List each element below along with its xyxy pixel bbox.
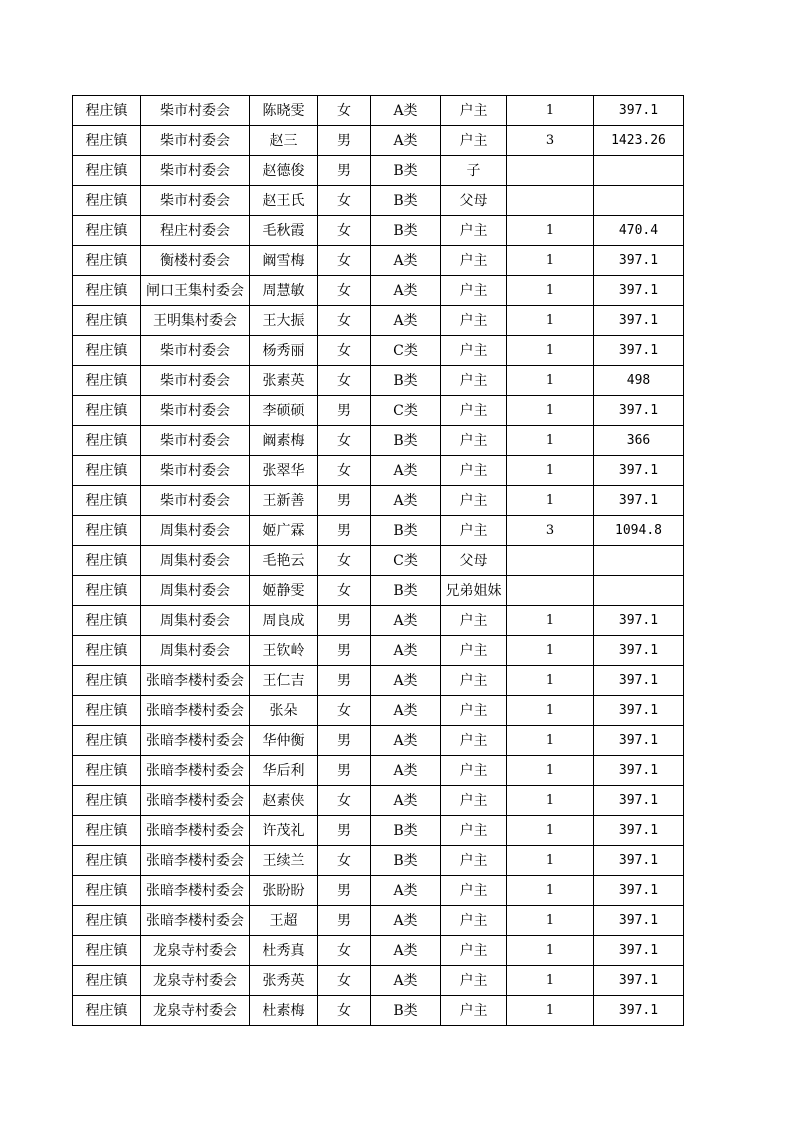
category-cell: A类 bbox=[371, 726, 441, 756]
relation-cell: 户主 bbox=[441, 786, 507, 816]
table-row bbox=[73, 486, 684, 516]
village-cell: 柴市村委会 bbox=[141, 456, 250, 486]
town-cell: 程庄镇 bbox=[73, 576, 141, 606]
village-cell: 柴市村委会 bbox=[141, 336, 250, 366]
town-cell: 程庄镇 bbox=[73, 696, 141, 726]
category-cell: A类 bbox=[371, 96, 441, 126]
table-row bbox=[73, 246, 684, 276]
amount-cell bbox=[594, 186, 684, 216]
amount-cell: 397.1 bbox=[594, 906, 684, 936]
village-cell: 柴市村委会 bbox=[141, 126, 250, 156]
town-cell: 程庄镇 bbox=[73, 96, 141, 126]
gender-cell: 男 bbox=[318, 816, 371, 846]
relation-cell: 父母 bbox=[441, 186, 507, 216]
table-row bbox=[73, 306, 684, 336]
town-cell: 程庄镇 bbox=[73, 546, 141, 576]
gender-cell: 男 bbox=[318, 486, 371, 516]
gender-cell: 女 bbox=[318, 996, 371, 1026]
gender-cell: 男 bbox=[318, 156, 371, 186]
category-cell: A类 bbox=[371, 756, 441, 786]
gender-cell: 女 bbox=[318, 456, 371, 486]
name-cell: 陈晓雯 bbox=[250, 96, 318, 126]
amount-cell bbox=[594, 576, 684, 606]
gender-cell: 男 bbox=[318, 876, 371, 906]
town-cell: 程庄镇 bbox=[73, 126, 141, 156]
name-cell: 李硕硕 bbox=[250, 396, 318, 426]
count-cell: 1 bbox=[507, 846, 594, 876]
category-cell: C类 bbox=[371, 336, 441, 366]
name-cell: 王超 bbox=[250, 906, 318, 936]
town-cell: 程庄镇 bbox=[73, 786, 141, 816]
gender-cell: 女 bbox=[318, 246, 371, 276]
gender-cell: 女 bbox=[318, 546, 371, 576]
category-cell: A类 bbox=[371, 636, 441, 666]
name-cell: 周良成 bbox=[250, 606, 318, 636]
town-cell: 程庄镇 bbox=[73, 936, 141, 966]
table-row bbox=[73, 96, 684, 126]
relation-cell: 兄弟姐妹 bbox=[441, 576, 507, 606]
category-cell: C类 bbox=[371, 396, 441, 426]
town-cell: 程庄镇 bbox=[73, 186, 141, 216]
gender-cell: 男 bbox=[318, 666, 371, 696]
name-cell: 姬静雯 bbox=[250, 576, 318, 606]
amount-cell: 397.1 bbox=[594, 786, 684, 816]
count-cell: 3 bbox=[507, 126, 594, 156]
relation-cell: 户主 bbox=[441, 876, 507, 906]
amount-cell: 397.1 bbox=[594, 456, 684, 486]
amount-cell: 397.1 bbox=[594, 306, 684, 336]
amount-cell: 397.1 bbox=[594, 756, 684, 786]
relation-cell: 户主 bbox=[441, 396, 507, 426]
amount-cell: 397.1 bbox=[594, 996, 684, 1026]
count-cell: 1 bbox=[507, 96, 594, 126]
relation-cell: 户主 bbox=[441, 636, 507, 666]
count-cell: 1 bbox=[507, 726, 594, 756]
table-row bbox=[73, 456, 684, 486]
gender-cell: 男 bbox=[318, 636, 371, 666]
count-cell: 1 bbox=[507, 636, 594, 666]
town-cell: 程庄镇 bbox=[73, 366, 141, 396]
table-row bbox=[73, 756, 684, 786]
name-cell: 赵素侠 bbox=[250, 786, 318, 816]
village-cell: 柴市村委会 bbox=[141, 156, 250, 186]
relation-cell: 户主 bbox=[441, 456, 507, 486]
amount-cell: 1094.8 bbox=[594, 516, 684, 546]
table-row bbox=[73, 906, 684, 936]
relation-cell: 户主 bbox=[441, 726, 507, 756]
amount-cell: 397.1 bbox=[594, 666, 684, 696]
count-cell: 1 bbox=[507, 336, 594, 366]
town-cell: 程庄镇 bbox=[73, 816, 141, 846]
village-cell: 龙泉寺村委会 bbox=[141, 996, 250, 1026]
relation-cell: 户主 bbox=[441, 516, 507, 546]
village-cell: 柴市村委会 bbox=[141, 186, 250, 216]
category-cell: A类 bbox=[371, 696, 441, 726]
category-cell: A类 bbox=[371, 606, 441, 636]
relation-cell: 户主 bbox=[441, 936, 507, 966]
relation-cell: 户主 bbox=[441, 666, 507, 696]
count-cell bbox=[507, 576, 594, 606]
name-cell: 杜素梅 bbox=[250, 996, 318, 1026]
village-cell: 龙泉寺村委会 bbox=[141, 936, 250, 966]
count-cell bbox=[507, 186, 594, 216]
category-cell: A类 bbox=[371, 126, 441, 156]
category-cell: A类 bbox=[371, 906, 441, 936]
category-cell: A类 bbox=[371, 276, 441, 306]
category-cell: B类 bbox=[371, 186, 441, 216]
category-cell: B类 bbox=[371, 426, 441, 456]
table-row bbox=[73, 186, 684, 216]
amount-cell: 498 bbox=[594, 366, 684, 396]
table-row bbox=[73, 276, 684, 306]
amount-cell bbox=[594, 546, 684, 576]
count-cell: 1 bbox=[507, 606, 594, 636]
gender-cell: 男 bbox=[318, 906, 371, 936]
village-cell: 周集村委会 bbox=[141, 636, 250, 666]
gender-cell: 男 bbox=[318, 756, 371, 786]
count-cell: 1 bbox=[507, 966, 594, 996]
name-cell: 王大振 bbox=[250, 306, 318, 336]
town-cell: 程庄镇 bbox=[73, 846, 141, 876]
table-row bbox=[73, 516, 684, 546]
count-cell: 3 bbox=[507, 516, 594, 546]
name-cell: 毛秋霞 bbox=[250, 216, 318, 246]
town-cell: 程庄镇 bbox=[73, 756, 141, 786]
gender-cell: 女 bbox=[318, 426, 371, 456]
name-cell: 王续兰 bbox=[250, 846, 318, 876]
town-cell: 程庄镇 bbox=[73, 306, 141, 336]
amount-cell: 397.1 bbox=[594, 246, 684, 276]
category-cell: B类 bbox=[371, 816, 441, 846]
count-cell: 1 bbox=[507, 816, 594, 846]
amount-cell: 397.1 bbox=[594, 876, 684, 906]
gender-cell: 女 bbox=[318, 366, 371, 396]
name-cell: 张朵 bbox=[250, 696, 318, 726]
town-cell: 程庄镇 bbox=[73, 666, 141, 696]
gender-cell: 女 bbox=[318, 696, 371, 726]
village-cell: 程庄村委会 bbox=[141, 216, 250, 246]
name-cell: 赵三 bbox=[250, 126, 318, 156]
amount-cell: 397.1 bbox=[594, 726, 684, 756]
table-row bbox=[73, 666, 684, 696]
amount-cell bbox=[594, 156, 684, 186]
table-row bbox=[73, 936, 684, 966]
amount-cell: 470.4 bbox=[594, 216, 684, 246]
count-cell: 1 bbox=[507, 456, 594, 486]
relation-cell: 户主 bbox=[441, 816, 507, 846]
table-row bbox=[73, 996, 684, 1026]
gender-cell: 男 bbox=[318, 726, 371, 756]
table-row bbox=[73, 606, 684, 636]
relation-cell: 户主 bbox=[441, 846, 507, 876]
relation-cell: 户主 bbox=[441, 246, 507, 276]
table-row bbox=[73, 636, 684, 666]
table-row bbox=[73, 816, 684, 846]
table-row bbox=[73, 576, 684, 606]
category-cell: A类 bbox=[371, 936, 441, 966]
gender-cell: 女 bbox=[318, 576, 371, 606]
relation-cell: 户主 bbox=[441, 756, 507, 786]
count-cell: 1 bbox=[507, 246, 594, 276]
table-row bbox=[73, 216, 684, 246]
village-cell: 柴市村委会 bbox=[141, 366, 250, 396]
gender-cell: 女 bbox=[318, 186, 371, 216]
village-cell: 周集村委会 bbox=[141, 576, 250, 606]
table-body bbox=[73, 96, 684, 1026]
name-cell: 杨秀丽 bbox=[250, 336, 318, 366]
relation-cell: 户主 bbox=[441, 216, 507, 246]
count-cell: 1 bbox=[507, 696, 594, 726]
relation-cell: 子 bbox=[441, 156, 507, 186]
village-cell: 龙泉寺村委会 bbox=[141, 966, 250, 996]
count-cell: 1 bbox=[507, 996, 594, 1026]
count-cell: 1 bbox=[507, 906, 594, 936]
amount-cell: 397.1 bbox=[594, 966, 684, 996]
village-cell: 张暗李楼村委会 bbox=[141, 846, 250, 876]
data-table bbox=[72, 95, 684, 1026]
village-cell: 柴市村委会 bbox=[141, 396, 250, 426]
relation-cell: 户主 bbox=[441, 426, 507, 456]
count-cell: 1 bbox=[507, 756, 594, 786]
relation-cell: 户主 bbox=[441, 336, 507, 366]
category-cell: B类 bbox=[371, 516, 441, 546]
name-cell: 华后利 bbox=[250, 756, 318, 786]
table-row bbox=[73, 336, 684, 366]
town-cell: 程庄镇 bbox=[73, 606, 141, 636]
town-cell: 程庄镇 bbox=[73, 156, 141, 186]
village-cell: 张暗李楼村委会 bbox=[141, 876, 250, 906]
gender-cell: 男 bbox=[318, 516, 371, 546]
village-cell: 张暗李楼村委会 bbox=[141, 756, 250, 786]
name-cell: 赵德俊 bbox=[250, 156, 318, 186]
category-cell: B类 bbox=[371, 996, 441, 1026]
count-cell: 1 bbox=[507, 786, 594, 816]
count-cell: 1 bbox=[507, 486, 594, 516]
relation-cell: 户主 bbox=[441, 366, 507, 396]
table-row bbox=[73, 366, 684, 396]
town-cell: 程庄镇 bbox=[73, 426, 141, 456]
table-row bbox=[73, 696, 684, 726]
category-cell: A类 bbox=[371, 486, 441, 516]
village-cell: 王明集村委会 bbox=[141, 306, 250, 336]
village-cell: 张暗李楼村委会 bbox=[141, 726, 250, 756]
amount-cell: 397.1 bbox=[594, 396, 684, 426]
town-cell: 程庄镇 bbox=[73, 216, 141, 246]
town-cell: 程庄镇 bbox=[73, 396, 141, 426]
count-cell: 1 bbox=[507, 396, 594, 426]
table-row bbox=[73, 876, 684, 906]
gender-cell: 女 bbox=[318, 216, 371, 246]
village-cell: 周集村委会 bbox=[141, 606, 250, 636]
name-cell: 王仁吉 bbox=[250, 666, 318, 696]
category-cell: A类 bbox=[371, 456, 441, 486]
count-cell: 1 bbox=[507, 876, 594, 906]
village-cell: 张暗李楼村委会 bbox=[141, 816, 250, 846]
amount-cell: 397.1 bbox=[594, 636, 684, 666]
relation-cell: 户主 bbox=[441, 696, 507, 726]
relation-cell: 户主 bbox=[441, 306, 507, 336]
name-cell: 毛艳云 bbox=[250, 546, 318, 576]
amount-cell: 1423.26 bbox=[594, 126, 684, 156]
relation-cell: 户主 bbox=[441, 126, 507, 156]
name-cell: 王新善 bbox=[250, 486, 318, 516]
gender-cell: 男 bbox=[318, 396, 371, 426]
relation-cell: 户主 bbox=[441, 96, 507, 126]
count-cell bbox=[507, 546, 594, 576]
relation-cell: 户主 bbox=[441, 486, 507, 516]
amount-cell: 397.1 bbox=[594, 276, 684, 306]
category-cell: A类 bbox=[371, 876, 441, 906]
amount-cell: 397.1 bbox=[594, 606, 684, 636]
table-row bbox=[73, 156, 684, 186]
amount-cell: 397.1 bbox=[594, 336, 684, 366]
name-cell: 张秀英 bbox=[250, 966, 318, 996]
village-cell: 柴市村委会 bbox=[141, 426, 250, 456]
category-cell: A类 bbox=[371, 966, 441, 996]
town-cell: 程庄镇 bbox=[73, 906, 141, 936]
town-cell: 程庄镇 bbox=[73, 726, 141, 756]
gender-cell: 女 bbox=[318, 846, 371, 876]
amount-cell: 397.1 bbox=[594, 846, 684, 876]
category-cell: B类 bbox=[371, 846, 441, 876]
town-cell: 程庄镇 bbox=[73, 636, 141, 666]
village-cell: 柴市村委会 bbox=[141, 96, 250, 126]
relation-cell: 户主 bbox=[441, 606, 507, 636]
gender-cell: 女 bbox=[318, 96, 371, 126]
name-cell: 赵王氏 bbox=[250, 186, 318, 216]
town-cell: 程庄镇 bbox=[73, 486, 141, 516]
count-cell: 1 bbox=[507, 366, 594, 396]
village-cell: 衡楼村委会 bbox=[141, 246, 250, 276]
count-cell: 1 bbox=[507, 216, 594, 246]
amount-cell: 397.1 bbox=[594, 816, 684, 846]
relation-cell: 户主 bbox=[441, 966, 507, 996]
town-cell: 程庄镇 bbox=[73, 336, 141, 366]
table-row bbox=[73, 786, 684, 816]
gender-cell: 男 bbox=[318, 126, 371, 156]
village-cell: 张暗李楼村委会 bbox=[141, 696, 250, 726]
town-cell: 程庄镇 bbox=[73, 516, 141, 546]
name-cell: 阚素梅 bbox=[250, 426, 318, 456]
category-cell: C类 bbox=[371, 546, 441, 576]
category-cell: B类 bbox=[371, 156, 441, 186]
name-cell: 张盼盼 bbox=[250, 876, 318, 906]
count-cell bbox=[507, 156, 594, 186]
town-cell: 程庄镇 bbox=[73, 966, 141, 996]
gender-cell: 女 bbox=[318, 786, 371, 816]
table-row bbox=[73, 396, 684, 426]
count-cell: 1 bbox=[507, 936, 594, 966]
category-cell: A类 bbox=[371, 306, 441, 336]
town-cell: 程庄镇 bbox=[73, 276, 141, 306]
name-cell: 杜秀真 bbox=[250, 936, 318, 966]
town-cell: 程庄镇 bbox=[73, 456, 141, 486]
town-cell: 程庄镇 bbox=[73, 996, 141, 1026]
name-cell: 姬广霖 bbox=[250, 516, 318, 546]
name-cell: 周慧敏 bbox=[250, 276, 318, 306]
relation-cell: 父母 bbox=[441, 546, 507, 576]
name-cell: 王钦岭 bbox=[250, 636, 318, 666]
village-cell: 张暗李楼村委会 bbox=[141, 786, 250, 816]
village-cell: 柴市村委会 bbox=[141, 486, 250, 516]
gender-cell: 女 bbox=[318, 276, 371, 306]
village-cell: 张暗李楼村委会 bbox=[141, 906, 250, 936]
table-row bbox=[73, 126, 684, 156]
table-row bbox=[73, 726, 684, 756]
name-cell: 阚雪梅 bbox=[250, 246, 318, 276]
gender-cell: 女 bbox=[318, 336, 371, 366]
category-cell: A类 bbox=[371, 246, 441, 276]
gender-cell: 女 bbox=[318, 306, 371, 336]
name-cell: 许茂礼 bbox=[250, 816, 318, 846]
amount-cell: 397.1 bbox=[594, 486, 684, 516]
category-cell: B类 bbox=[371, 366, 441, 396]
name-cell: 华仲衡 bbox=[250, 726, 318, 756]
gender-cell: 女 bbox=[318, 966, 371, 996]
name-cell: 张翠华 bbox=[250, 456, 318, 486]
amount-cell: 397.1 bbox=[594, 936, 684, 966]
count-cell: 1 bbox=[507, 306, 594, 336]
amount-cell: 397.1 bbox=[594, 696, 684, 726]
table-row bbox=[73, 426, 684, 456]
relation-cell: 户主 bbox=[441, 996, 507, 1026]
town-cell: 程庄镇 bbox=[73, 246, 141, 276]
village-cell: 闸口王集村委会 bbox=[141, 276, 250, 306]
table-row bbox=[73, 846, 684, 876]
gender-cell: 女 bbox=[318, 936, 371, 966]
count-cell: 1 bbox=[507, 276, 594, 306]
category-cell: B类 bbox=[371, 576, 441, 606]
relation-cell: 户主 bbox=[441, 906, 507, 936]
village-cell: 张暗李楼村委会 bbox=[141, 666, 250, 696]
amount-cell: 397.1 bbox=[594, 96, 684, 126]
town-cell: 程庄镇 bbox=[73, 876, 141, 906]
village-cell: 周集村委会 bbox=[141, 516, 250, 546]
relation-cell: 户主 bbox=[441, 276, 507, 306]
gender-cell: 男 bbox=[318, 606, 371, 636]
category-cell: B类 bbox=[371, 216, 441, 246]
village-cell: 周集村委会 bbox=[141, 546, 250, 576]
name-cell: 张素英 bbox=[250, 366, 318, 396]
category-cell: A类 bbox=[371, 786, 441, 816]
count-cell: 1 bbox=[507, 666, 594, 696]
table-row bbox=[73, 546, 684, 576]
count-cell: 1 bbox=[507, 426, 594, 456]
amount-cell: 366 bbox=[594, 426, 684, 456]
category-cell: A类 bbox=[371, 666, 441, 696]
table-row bbox=[73, 966, 684, 996]
